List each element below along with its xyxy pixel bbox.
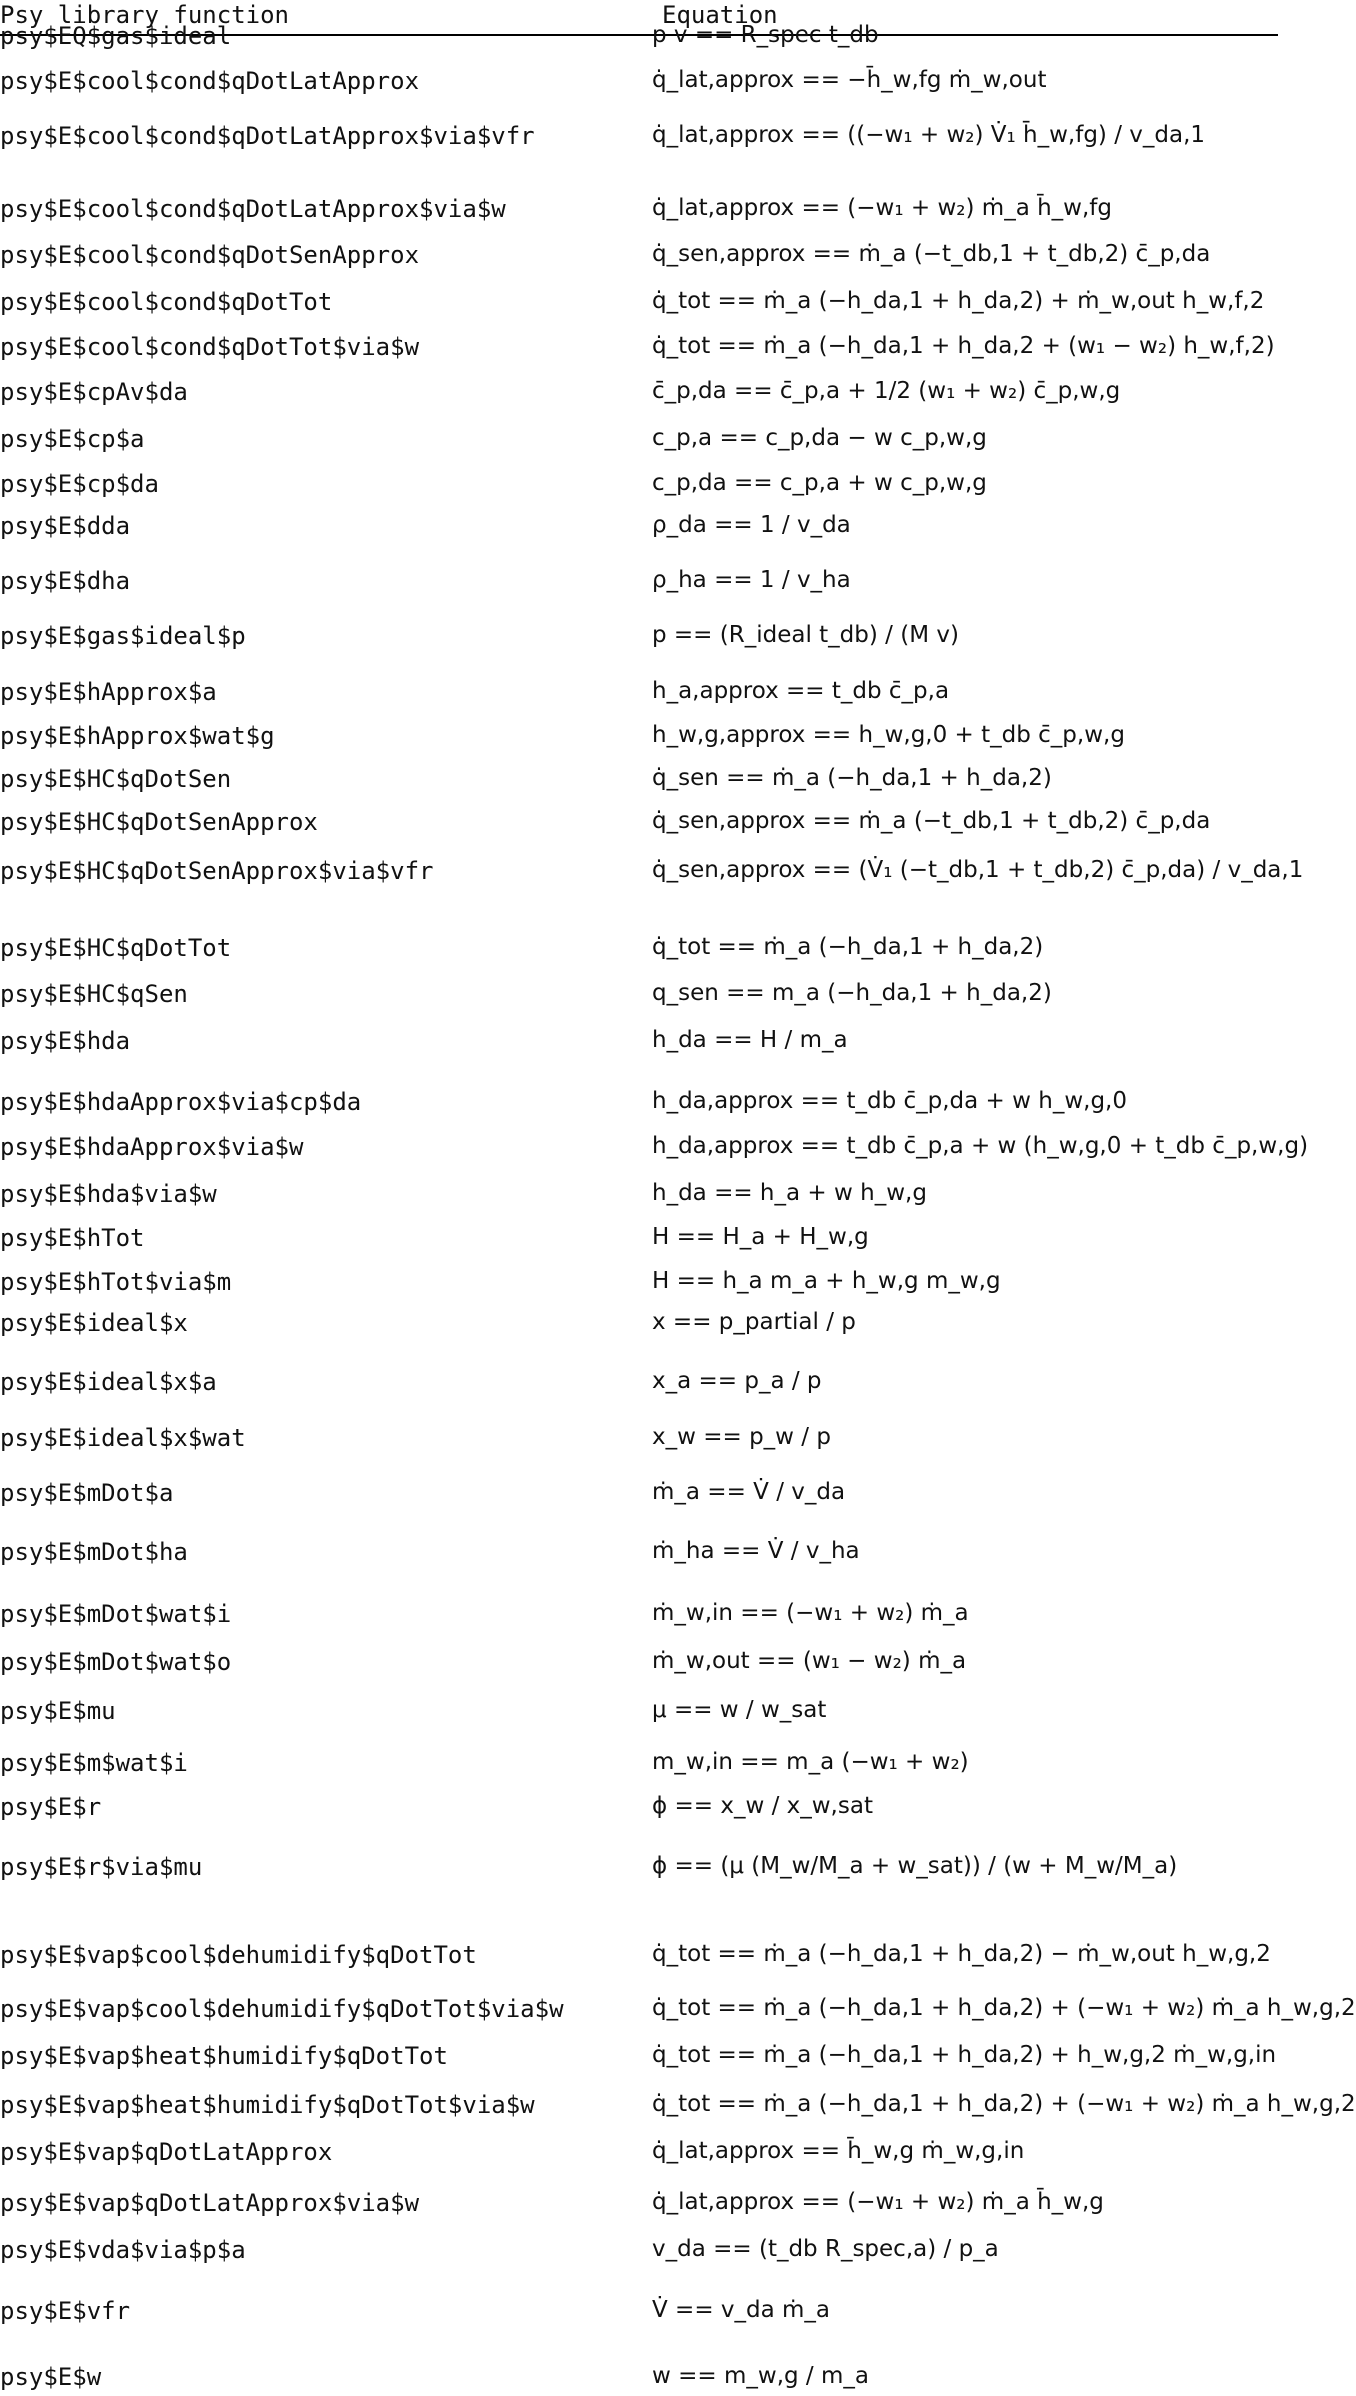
function-name: psy$E$cool$cond$qDotTot	[0, 288, 333, 316]
equation: h_w,g,approx == h_w,g,0 + t_db c̄_p,w,g	[652, 722, 1125, 748]
function-name: psy$E$gas$ideal$p	[0, 622, 246, 650]
equation: q_sen == m_a (−h_da,1 + h_da,2)	[652, 980, 1052, 1006]
equation: x == p_partial / p	[652, 1309, 856, 1335]
function-name: psy$E$mDot$wat$o	[0, 1648, 232, 1676]
equation: q̇_lat,approx == h̄_w,g ṁ_w,g,in	[652, 2138, 1025, 2164]
function-name: psy$E$vda$via$p$a	[0, 2236, 246, 2264]
function-name: psy$E$cp$a	[0, 425, 145, 453]
function-name: psy$E$r	[0, 1793, 102, 1821]
equation: q̇_tot == ṁ_a (−h_da,1 + h_da,2) + (−w₁ + w₂) ṁ_a h_w,g,2	[652, 1995, 1356, 2021]
equation: ρ_da == 1 / v_da	[652, 512, 851, 538]
function-name: psy$E$dha	[0, 567, 131, 595]
function-name: psy$E$vap$heat$humidify$qDotTot	[0, 2042, 448, 2070]
equation: c_p,a == c_p,da − w c_p,w,g	[652, 425, 987, 451]
function-name: psy$E$w	[0, 2363, 102, 2391]
function-name: psy$EQ$gas$ideal	[0, 22, 232, 50]
equation: c̄_p,da == c̄_p,a + 1/2 (w₁ + w₂) c̄_p,w,g	[652, 378, 1121, 404]
function-name: psy$E$HC$qDotSenApprox	[0, 808, 318, 836]
equation: h_da,approx == t_db c̄_p,a + w (h_w,g,0 + t_db c̄_p,w,g)	[652, 1133, 1309, 1159]
function-name: psy$E$hdaApprox$via$cp$da	[0, 1088, 362, 1116]
function-name: psy$E$vap$cool$dehumidify$qDotTot	[0, 1941, 477, 1969]
equation: q̇_sen,approx == (V̇₁ (−t_db,1 + t_db,2) c̄_p,da) / v_da,1	[652, 857, 1304, 883]
equation: h_da,approx == t_db c̄_p,da + w h_w,g,0	[652, 1088, 1128, 1114]
equation: q̇_lat,approx == ((−w₁ + w₂) V̇₁ h̄_w,fg) / v_da,1	[652, 122, 1206, 148]
function-name: psy$E$hApprox$a	[0, 678, 217, 706]
equation: p v == R_spec t_db	[652, 22, 879, 48]
equation: h_da == h_a + w h_w,g	[652, 1180, 927, 1206]
function-name: psy$E$mDot$ha	[0, 1538, 188, 1566]
equation: H == h_a m_a + h_w,g m_w,g	[652, 1268, 1001, 1294]
function-name: psy$E$hdaApprox$via$w	[0, 1133, 304, 1161]
equation: v_da == (t_db R_spec,a) / p_a	[652, 2236, 999, 2262]
equation: ṁ_w,in == (−w₁ + w₂) ṁ_a	[652, 1600, 969, 1626]
equation: ṁ_a == V̇ / v_da	[652, 1479, 846, 1505]
function-name: psy$E$vap$qDotLatApprox	[0, 2138, 333, 2166]
function-name: psy$E$cool$cond$qDotLatApprox	[0, 67, 420, 95]
function-name: psy$E$ideal$x$a	[0, 1368, 217, 1396]
function-name: psy$E$m$wat$i	[0, 1749, 188, 1777]
function-name: psy$E$cool$cond$qDotSenApprox	[0, 241, 420, 269]
function-name: psy$E$vap$cool$dehumidify$qDotTot$via$w	[0, 1995, 564, 2023]
function-name: psy$E$r$via$mu	[0, 1853, 203, 1881]
equation: w == m_w,g / m_a	[652, 2363, 869, 2389]
equation: m_w,in == m_a (−w₁ + w₂)	[652, 1749, 969, 1775]
equation: q̇_sen,approx == ṁ_a (−t_db,1 + t_db,2) c̄_p,da	[652, 241, 1211, 267]
equation: q̇_tot == ṁ_a (−h_da,1 + h_da,2) − ṁ_w,out h_w,g,2	[652, 1941, 1271, 1967]
equation: μ == w / w_sat	[652, 1697, 827, 1723]
function-name: psy$E$cool$cond$qDotLatApprox$via$w	[0, 195, 506, 223]
equation: q̇_tot == ṁ_a (−h_da,1 + h_da,2) + (−w₁ + w₂) ṁ_a h_w,g,2	[652, 2091, 1356, 2117]
function-name: psy$E$HC$qDotSenApprox$via$vfr	[0, 857, 434, 885]
function-name: psy$E$HC$qDotTot	[0, 934, 232, 962]
function-name: psy$E$cool$cond$qDotLatApprox$via$vfr	[0, 122, 535, 150]
equation: q̇_sen,approx == ṁ_a (−t_db,1 + t_db,2) c̄_p,da	[652, 808, 1211, 834]
equation: q̇_tot == ṁ_a (−h_da,1 + h_da,2) + h_w,g,2 ṁ_w,g,in	[652, 2042, 1277, 2068]
equation: ṁ_w,out == (w₁ − w₂) ṁ_a	[652, 1648, 967, 1674]
function-name: psy$E$HC$qDotSen	[0, 765, 232, 793]
function-name: psy$E$mDot$a	[0, 1479, 174, 1507]
equation: ϕ == (μ (M_w/M_a + w_sat)) / (w + M_w/M_a)	[652, 1853, 1178, 1879]
equation: q̇_tot == ṁ_a (−h_da,1 + h_da,2) + ṁ_w,out h_w,f,2	[652, 288, 1265, 314]
equation: q̇_lat,approx == (−w₁ + w₂) ṁ_a h̄_w,g	[652, 2189, 1104, 2215]
equation: q̇_tot == ṁ_a (−h_da,1 + h_da,2)	[652, 934, 1044, 960]
equation: V̇ == v_da ṁ_a	[652, 2297, 831, 2323]
equation: ϕ == x_w / x_w,sat	[652, 1793, 873, 1819]
function-name: psy$E$vfr	[0, 2297, 131, 2325]
function-name: psy$E$cool$cond$qDotTot$via$w	[0, 333, 420, 361]
equation: ṁ_ha == V̇ / v_ha	[652, 1538, 860, 1564]
function-name: psy$E$hApprox$wat$g	[0, 722, 275, 750]
equation: q̇_lat,approx == −h̄_w,fg ṁ_w,out	[652, 67, 1047, 93]
function-name: psy$E$vap$heat$humidify$qDotTot$via$w	[0, 2091, 535, 2119]
function-name: psy$E$mDot$wat$i	[0, 1600, 232, 1628]
function-name: psy$E$dda	[0, 512, 131, 540]
function-name: psy$E$ideal$x	[0, 1309, 188, 1337]
function-name: psy$E$hTot	[0, 1224, 145, 1252]
header-function: Psy library function	[0, 1, 289, 29]
equation: q̇_tot == ṁ_a (−h_da,1 + h_da,2 + (w₁ − w₂) h_w,f,2)	[652, 333, 1275, 359]
function-name: psy$E$hda	[0, 1027, 131, 1055]
header-equation: Equation	[662, 1, 778, 29]
function-name: psy$E$cp$da	[0, 470, 159, 498]
equation: h_da == H / m_a	[652, 1027, 848, 1053]
equation: q̇_lat,approx == (−w₁ + w₂) ṁ_a h̄_w,fg	[652, 195, 1112, 221]
equation: p == (R_ideal t_db) / (M v)	[652, 622, 959, 648]
function-name: psy$E$cpAv$da	[0, 378, 188, 406]
function-name: psy$E$vap$qDotLatApprox$via$w	[0, 2189, 420, 2217]
function-name: psy$E$mu	[0, 1697, 116, 1725]
equation: x_a == p_a / p	[652, 1368, 822, 1394]
equation: q̇_sen == ṁ_a (−h_da,1 + h_da,2)	[652, 765, 1052, 791]
equation: h_a,approx == t_db c̄_p,a	[652, 678, 950, 704]
equation: ρ_ha == 1 / v_ha	[652, 567, 851, 593]
equation: x_w == p_w / p	[652, 1424, 831, 1450]
function-name: psy$E$hda$via$w	[0, 1180, 217, 1208]
function-name: psy$E$ideal$x$wat	[0, 1424, 246, 1452]
equation: c_p,da == c_p,a + w c_p,w,g	[652, 470, 987, 496]
function-name: psy$E$hTot$via$m	[0, 1268, 232, 1296]
function-name: psy$E$HC$qSen	[0, 980, 188, 1008]
equation: H == H_a + H_w,g	[652, 1224, 869, 1250]
